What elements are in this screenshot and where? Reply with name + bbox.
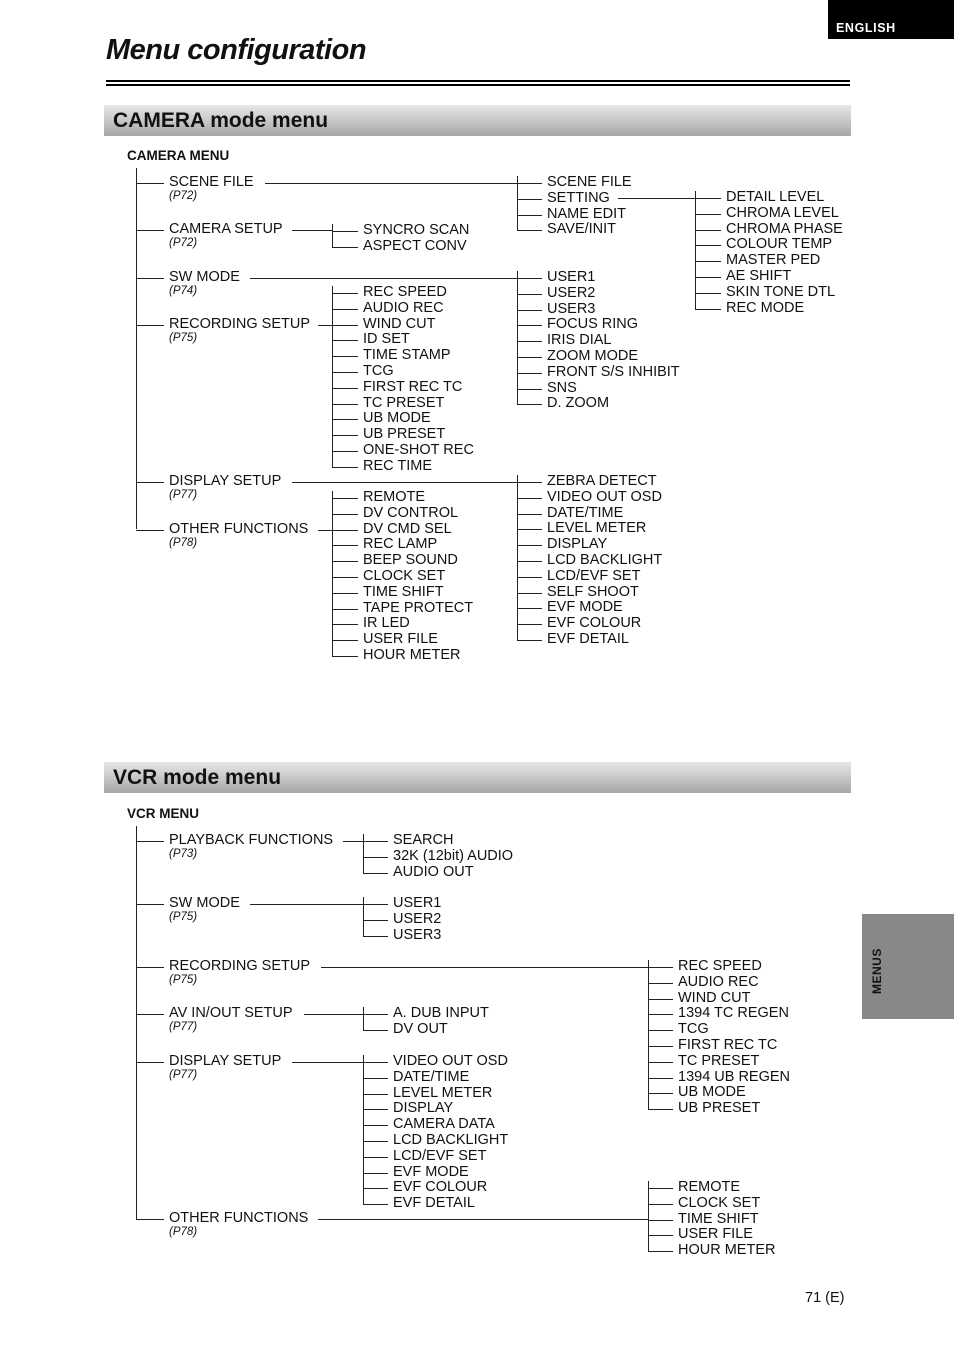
camera-recording_setup_sub-item-time-stamp: TIME STAMP xyxy=(363,347,451,364)
side-tab-label: MENUS xyxy=(870,948,884,994)
camera-other_functions_sub-item-dv-control: DV CONTROL xyxy=(363,504,459,521)
vcr-display_sub-item-evf-detail: EVF DETAIL xyxy=(393,1195,475,1212)
camera-sw_mode_sub-item-iris-dial: IRIS DIAL xyxy=(547,332,612,349)
camera-other_functions_sub-stub xyxy=(332,656,358,657)
camera-setting_sub-bracket xyxy=(695,191,696,309)
camera-display_setup_sub-item-zebra-detect: ZEBRA DETECT xyxy=(547,473,657,489)
vcr-item-sw-mode: SW MODE xyxy=(169,895,240,911)
camera-other-functions-line xyxy=(318,530,332,531)
vcr-sw-mode-connector xyxy=(136,904,164,905)
vcr-display_sub-item-lcd-backlight: LCD BACKLIGHT xyxy=(393,1132,509,1148)
vcr-display_sub-item-evf-colour: EVF COLOUR xyxy=(393,1179,488,1196)
camera-other_functions_sub-stub xyxy=(332,514,358,515)
vcr-recording-long-line xyxy=(321,967,648,968)
camera-sw_mode_sub-stub xyxy=(517,373,542,374)
camera-setting_sub-stub xyxy=(695,293,721,294)
vcr-playback_sub-bracket xyxy=(363,834,364,873)
camera-setting_sub-item-master-ped: MASTER PED xyxy=(726,252,821,269)
vcr-display_sub-stub xyxy=(363,1109,388,1110)
camera-display_setup_sub-stub xyxy=(517,482,542,483)
camera-item-sw-mode-page: (P74) xyxy=(169,285,198,297)
camera-setting-line xyxy=(618,198,695,199)
camera-display_setup_sub-stub xyxy=(517,608,542,609)
camera-recording_setup_sub-item-tc-preset: TC PRESET xyxy=(363,394,445,411)
camera-other_functions_sub-item-clock-set: CLOCK SET xyxy=(363,568,446,584)
camera-sw_mode_sub-item-sns: SNS xyxy=(547,379,577,396)
camera-display_setup_sub-stub xyxy=(517,498,542,499)
vcr-recording-setup-connector xyxy=(136,967,164,968)
camera-display_setup_sub-stub xyxy=(517,561,542,562)
vcr-display_sub-item-video-out-osd: VIDEO OUT OSD xyxy=(393,1053,508,1069)
camera-section-title: CAMERA mode menu xyxy=(113,109,329,132)
vcr-other_sub-stub xyxy=(648,1220,673,1221)
vcr-other_sub-stub xyxy=(648,1251,673,1252)
camera-display_setup_sub-bracket xyxy=(517,475,518,640)
camera-display_setup_sub-item-lcd-backlight: LCD BACKLIGHT xyxy=(547,552,663,568)
camera-other_functions_sub-stub xyxy=(332,545,358,546)
camera-display_setup_sub-item-evf-colour: EVF COLOUR xyxy=(547,615,642,632)
vcr-sw_mode_sub-bracket xyxy=(363,897,364,936)
camera-scene-file-connector xyxy=(136,183,164,184)
vcr-other_sub-stub xyxy=(648,1204,673,1205)
vcr-recording_sub-stub xyxy=(648,999,673,1000)
camera-item-camera-setup: CAMERA SETUP xyxy=(169,221,283,237)
language-label: ENGLISH xyxy=(836,21,896,35)
camera-setting_sub-stub xyxy=(695,277,721,278)
vcr-item-playback-functions-page: (P73) xyxy=(169,848,198,860)
vcr-playback_sub-item-audio-out: AUDIO OUT xyxy=(393,863,474,880)
camera-recording_setup_sub-item-one-shot-rec: ONE-SHOT REC xyxy=(363,442,474,458)
camera-scene_file_sub-stub xyxy=(517,199,542,200)
vcr-recording_sub-stub xyxy=(648,1093,673,1094)
camera-item-scene-file-page: (P72) xyxy=(169,190,198,202)
vcr-display_sub-item-level-meter: LEVEL METER xyxy=(393,1084,493,1101)
camera-camera-setup-connector xyxy=(136,230,164,231)
vcr-sw_mode_sub-stub xyxy=(363,920,388,921)
camera-recording_setup_sub-stub xyxy=(332,372,358,373)
vcr-playback-line xyxy=(343,841,363,842)
vcr-display-line xyxy=(292,1062,363,1063)
camera-other_functions_sub-stub xyxy=(332,561,358,562)
vcr-sw_mode_sub-item-user3: USER3 xyxy=(393,926,442,943)
vcr-section-title: VCR mode menu xyxy=(113,766,282,789)
language-tab xyxy=(828,0,954,39)
camera-recording_setup_sub-item-ub-mode: UB MODE xyxy=(363,410,431,427)
vcr-sw_mode_sub-stub xyxy=(363,936,388,937)
camera-display_setup_sub-stub xyxy=(517,593,542,594)
camera-camera_setup_sub-stub xyxy=(332,231,358,232)
camera-scene_file_sub-item-name-edit: NAME EDIT xyxy=(547,205,626,222)
camera-display_setup_sub-item-lcd-evf-set: LCD/EVF SET xyxy=(547,567,641,584)
vcr-recording_sub-item-ub-mode: UB MODE xyxy=(678,1084,746,1101)
camera-setting_sub-item-ae-shift: AE SHIFT xyxy=(726,268,792,284)
camera-setting_sub-stub xyxy=(695,245,721,246)
camera-other_functions_sub-stub xyxy=(332,530,358,531)
camera-recording_setup_sub-item-ub-preset: UB PRESET xyxy=(363,426,446,443)
camera-display_setup_sub-item-date-time: DATE/TIME xyxy=(547,504,624,521)
camera-scene-file-long-line xyxy=(265,183,517,184)
camera-recording_setup_sub-bracket xyxy=(332,286,333,467)
camera-recording_setup_sub-stub xyxy=(332,340,358,341)
camera-scene_file_sub-item-scene-file: SCENE FILE xyxy=(547,174,632,190)
camera-setting_sub-stub xyxy=(695,230,721,231)
camera-sw_mode_sub-stub xyxy=(517,294,542,295)
camera-sw_mode_sub-stub xyxy=(517,310,542,311)
camera-display_setup_sub-item-self-shoot: SELF SHOOT xyxy=(547,583,639,600)
camera-display_setup_sub-stub xyxy=(517,545,542,546)
camera-display_setup_sub-item-evf-detail: EVF DETAIL xyxy=(547,631,629,647)
camera-other_functions_sub-item-hour-meter: HOUR METER xyxy=(363,647,461,663)
vcr-recording_sub-stub xyxy=(648,1014,673,1015)
camera-sw-mode-long-line xyxy=(250,278,517,279)
vcr-display_sub-stub xyxy=(363,1062,388,1063)
menus-side-tab xyxy=(862,914,954,1019)
camera-item-recording-setup-page: (P75) xyxy=(169,332,198,344)
vcr-recording_sub-item-tc-preset: TC PRESET xyxy=(678,1052,760,1069)
vcr-item-av-in-out-setup: AV IN/OUT SETUP xyxy=(169,1005,293,1021)
vcr-item-other-functions-page: (P78) xyxy=(169,1226,198,1238)
camera-item-other-functions-page: (P78) xyxy=(169,537,198,549)
vcr-display_sub-item-date-time: DATE/TIME xyxy=(393,1068,470,1085)
camera-setting_sub-stub xyxy=(695,198,721,199)
camera-sw_mode_sub-item-d-zoom: D. ZOOM xyxy=(547,395,610,412)
vcr-other_sub-item-user-file: USER FILE xyxy=(678,1226,753,1243)
camera-sw_mode_sub-bracket xyxy=(517,271,518,404)
camera-setting_sub-item-chroma-phase: CHROMA PHASE xyxy=(726,220,843,237)
camera-setup-line xyxy=(292,230,332,231)
camera-display_setup_sub-stub xyxy=(517,514,542,515)
camera-recording_setup_sub-stub xyxy=(332,388,358,389)
vcr-item-other-functions: OTHER FUNCTIONS xyxy=(169,1210,309,1226)
vcr-display_sub-stub xyxy=(363,1173,388,1174)
vcr-playback_sub-item-32k-12bit-audio: 32K (12bit) AUDIO xyxy=(393,847,514,864)
camera-recording_setup_sub-stub xyxy=(332,451,358,452)
vcr-other_sub-item-remote: REMOTE xyxy=(678,1179,741,1195)
camera-other_functions_sub-item-remote: REMOTE xyxy=(363,489,426,505)
vcr-display_sub-stub xyxy=(363,1188,388,1189)
vcr-display_sub-item-camera-data: CAMERA DATA xyxy=(393,1116,495,1133)
vcr-item-sw-mode-page: (P75) xyxy=(169,911,198,923)
vcr-av-in-out-setup-connector xyxy=(136,1014,164,1015)
vcr-recording_sub-stub xyxy=(648,983,673,984)
vcr-recording_sub-stub xyxy=(648,967,673,968)
camera-camera_setup_sub-item-syncro-scan: SYNCRO SCAN xyxy=(363,222,470,238)
camera-scene_file_sub-stub xyxy=(517,215,542,216)
vcr-item-recording-setup: RECORDING SETUP xyxy=(169,958,310,974)
vcr-item-display-setup: DISPLAY SETUP xyxy=(169,1053,282,1069)
camera-recording_setup_sub-stub xyxy=(332,309,358,310)
vcr-item-display-setup-page: (P77) xyxy=(169,1069,198,1081)
vcr-playback_sub-stub xyxy=(363,857,388,858)
camera-display_setup_sub-stub xyxy=(517,529,542,530)
camera-sw_mode_sub-item-user2: USER2 xyxy=(547,284,596,301)
camera-other_functions_sub-item-tape-protect: TAPE PROTECT xyxy=(363,599,474,616)
vcr-playback_sub-stub xyxy=(363,841,388,842)
vcr-av_sub-stub xyxy=(363,1030,388,1031)
camera-item-recording-setup: RECORDING SETUP xyxy=(169,316,310,332)
vcr-recording_sub-stub xyxy=(648,1030,673,1031)
camera-sw_mode_sub-stub xyxy=(517,325,542,326)
camera-other_functions_sub-stub xyxy=(332,640,358,641)
vcr-recording_sub-item-first-rec-tc: FIRST REC TC xyxy=(678,1037,778,1053)
camera-sw_mode_sub-stub xyxy=(517,389,542,390)
camera-recording_setup_sub-stub xyxy=(332,356,358,357)
vcr-av_sub-item-dv-out: DV OUT xyxy=(393,1020,448,1037)
vcr-playback_sub-item-search: SEARCH xyxy=(393,832,454,848)
camera-item-other-functions: OTHER FUNCTIONS xyxy=(169,521,309,537)
camera-section-header xyxy=(104,105,851,136)
vcr-item-av-in-out-setup-page: (P77) xyxy=(169,1021,198,1033)
vcr-other_sub-bracket xyxy=(648,1181,649,1251)
vcr-item-playback-functions: PLAYBACK FUNCTIONS xyxy=(169,832,334,848)
camera-setting_sub-item-skin-tone-dtl: SKIN TONE DTL xyxy=(726,283,836,300)
camera-scene_file_sub-item-setting: SETTING xyxy=(547,189,610,206)
camera-setting_sub-item-rec-mode: REC MODE xyxy=(726,299,805,316)
camera-item-sw-mode: SW MODE xyxy=(169,269,240,285)
camera-recording_setup_sub-item-id-set: ID SET xyxy=(363,331,410,348)
camera-other-functions-connector xyxy=(136,530,164,531)
camera-display-setup-long-line xyxy=(292,482,517,483)
camera-other_functions_sub-stub xyxy=(332,624,358,625)
camera-scene_file_sub-stub xyxy=(517,230,542,231)
camera-sw_mode_sub-item-user3: USER3 xyxy=(547,300,596,317)
camera-display_setup_sub-stub xyxy=(517,640,542,641)
vcr-display_sub-stub xyxy=(363,1141,388,1142)
camera-item-display-setup: DISPLAY SETUP xyxy=(169,473,282,489)
vcr-recording_sub-item-ub-preset: UB PRESET xyxy=(678,1100,761,1117)
vcr-playback-functions-connector xyxy=(136,841,164,842)
camera-menu-title: CAMERA MENU xyxy=(127,148,230,163)
camera-camera_setup_sub-stub xyxy=(332,247,358,248)
camera-other_functions_sub-stub xyxy=(332,498,358,499)
camera-sw-mode-connector xyxy=(136,278,164,279)
camera-recording_setup_sub-stub xyxy=(332,435,358,436)
camera-camera_setup_sub-bracket xyxy=(332,224,333,247)
vcr-recording_sub-stub xyxy=(648,1062,673,1063)
camera-recording_setup_sub-item-audio-rec: AUDIO REC xyxy=(363,299,444,316)
vcr-display_sub-item-lcd-evf-set: LCD/EVF SET xyxy=(393,1147,487,1164)
vcr-other_sub-item-hour-meter: HOUR METER xyxy=(678,1242,776,1259)
camera-display_setup_sub-stub xyxy=(517,577,542,578)
vcr-sw_mode_sub-item-user2: USER2 xyxy=(393,910,442,927)
camera-scene_file_sub-item-save-init: SAVE/INIT xyxy=(547,221,617,238)
vcr-display_sub-stub xyxy=(363,1157,388,1158)
camera-recording_setup_sub-stub xyxy=(332,293,358,294)
vcr-menu-trunk xyxy=(136,826,137,1219)
vcr-recording_sub-item-rec-speed: REC SPEED xyxy=(678,958,762,974)
vcr-other_sub-item-clock-set: CLOCK SET xyxy=(678,1194,761,1211)
camera-recording_setup_sub-stub xyxy=(332,325,358,326)
vcr-menu-title: VCR MENU xyxy=(127,806,200,821)
vcr-av_sub-item-a-dub-input: A. DUB INPUT xyxy=(393,1005,489,1021)
camera-sw_mode_sub-item-zoom-mode: ZOOM MODE xyxy=(547,348,639,364)
camera-display_setup_sub-item-display: DISPLAY xyxy=(547,536,608,553)
camera-other_functions_sub-item-beep-sound: BEEP SOUND xyxy=(363,552,458,569)
camera-other_functions_sub-item-ir-led: IR LED xyxy=(363,615,410,632)
vcr-other-long-line xyxy=(318,1219,648,1220)
vcr-recording_sub-item-audio-rec: AUDIO REC xyxy=(678,973,759,990)
page-title: Menu configuration xyxy=(106,34,367,66)
camera-setting_sub-stub xyxy=(695,261,721,262)
camera-camera_setup_sub-item-aspect-conv: ASPECT CONV xyxy=(363,237,467,254)
camera-recording_setup_sub-stub xyxy=(332,404,358,405)
vcr-display_sub-stub xyxy=(363,1125,388,1126)
vcr-section-header xyxy=(104,762,851,793)
vcr-recording_sub-item-wind-cut: WIND CUT xyxy=(678,989,751,1006)
vcr-other-functions-connector xyxy=(136,1219,164,1220)
camera-setting_sub-item-colour-temp: COLOUR TEMP xyxy=(726,236,833,253)
camera-other_functions_sub-stub xyxy=(332,593,358,594)
vcr-recording_sub-item-1394-tc-regen: 1394 TC REGEN xyxy=(678,1005,789,1022)
camera-item-display-setup-page: (P77) xyxy=(169,489,198,501)
vcr-av_sub-bracket xyxy=(363,1007,364,1030)
camera-other_functions_sub-item-time-shift: TIME SHIFT xyxy=(363,583,444,600)
vcr-other_sub-stub xyxy=(648,1188,673,1189)
camera-other_functions_sub-stub xyxy=(332,609,358,610)
vcr-display_sub-stub xyxy=(363,1078,388,1079)
camera-setting_sub-item-detail-level: DETAIL LEVEL xyxy=(726,189,825,205)
camera-sw_mode_sub-item-focus-ring: FOCUS RING xyxy=(547,316,639,333)
vcr-sw_mode_sub-item-user1: USER1 xyxy=(393,895,442,911)
camera-sw_mode_sub-stub xyxy=(517,357,542,358)
vcr-recording_sub-item-1394-ub-regen: 1394 UB REGEN xyxy=(678,1068,791,1085)
vcr-recording_sub-item-tcg: TCG xyxy=(678,1021,709,1038)
camera-recording-setup-line xyxy=(318,325,332,326)
camera-other_functions_sub-stub xyxy=(332,577,358,578)
page-number: 71 (E) xyxy=(805,1290,845,1306)
camera-recording_setup_sub-item-tcg: TCG xyxy=(363,363,394,379)
camera-other_functions_sub-bracket xyxy=(332,491,333,656)
vcr-display_sub-item-evf-mode: EVF MODE xyxy=(393,1163,469,1180)
camera-other_functions_sub-item-rec-lamp: REC LAMP xyxy=(363,536,438,553)
title-rule-bottom xyxy=(106,84,850,86)
vcr-recording_sub-stub xyxy=(648,1078,673,1079)
camera-item-camera-setup-page: (P72) xyxy=(169,237,198,249)
vcr-item-recording-setup-page: (P75) xyxy=(169,974,198,986)
camera-recording_setup_sub-stub xyxy=(332,419,358,420)
camera-recording_setup_sub-item-rec-speed: REC SPEED xyxy=(363,284,447,300)
camera-sw_mode_sub-stub xyxy=(517,404,542,405)
camera-recording_setup_sub-item-wind-cut: WIND CUT xyxy=(363,315,436,332)
vcr-av_sub-stub xyxy=(363,1014,388,1015)
vcr-display-setup-connector xyxy=(136,1062,164,1063)
title-rule-top xyxy=(106,80,850,82)
vcr-playback_sub-stub xyxy=(363,873,388,874)
vcr-recording_sub-stub xyxy=(648,1046,673,1047)
camera-menu-trunk xyxy=(136,168,137,529)
camera-other_functions_sub-item-user-file: USER FILE xyxy=(363,631,438,648)
camera-display_setup_sub-item-level-meter: LEVEL METER xyxy=(547,520,647,537)
vcr-av-line xyxy=(304,1014,363,1015)
vcr-sw-mode-line xyxy=(250,904,363,905)
camera-other_functions_sub-item-dv-cmd-sel: DV CMD SEL xyxy=(363,520,452,537)
vcr-display_sub-stub xyxy=(363,1204,388,1205)
camera-sw_mode_sub-item-front-s-s-inhibit: FRONT S/S INHIBIT xyxy=(547,363,680,380)
camera-display-setup-connector xyxy=(136,482,164,483)
vcr-other_sub-item-time-shift: TIME SHIFT xyxy=(678,1210,759,1227)
camera-sw_mode_sub-item-user1: USER1 xyxy=(547,269,596,285)
camera-display_setup_sub-item-evf-mode: EVF MODE xyxy=(547,599,623,616)
camera-sw_mode_sub-stub xyxy=(517,341,542,342)
camera-recording-setup-connector xyxy=(136,325,164,326)
camera-sw_mode_sub-stub xyxy=(517,278,542,279)
vcr-display_sub-stub xyxy=(363,1094,388,1095)
camera-scene_file_sub-stub xyxy=(517,183,542,184)
vcr-display_sub-item-display: DISPLAY xyxy=(393,1100,454,1117)
camera-recording_setup_sub-item-first-rec-tc: FIRST REC TC xyxy=(363,378,463,395)
camera-setting_sub-stub xyxy=(695,309,721,310)
vcr-sw_mode_sub-stub xyxy=(363,904,388,905)
camera-scene_file_sub-bracket xyxy=(517,176,518,230)
camera-recording_setup_sub-stub xyxy=(332,467,358,468)
vcr-other_sub-stub xyxy=(648,1235,673,1236)
vcr-recording_sub-stub xyxy=(648,1109,673,1110)
camera-display_setup_sub-item-video-out-osd: VIDEO OUT OSD xyxy=(547,488,662,505)
camera-setting_sub-item-chroma-level: CHROMA LEVEL xyxy=(726,204,839,221)
camera-item-scene-file: SCENE FILE xyxy=(169,174,254,190)
camera-recording_setup_sub-item-rec-time: REC TIME xyxy=(363,457,433,474)
camera-setting_sub-stub xyxy=(695,214,721,215)
camera-display_setup_sub-stub xyxy=(517,624,542,625)
